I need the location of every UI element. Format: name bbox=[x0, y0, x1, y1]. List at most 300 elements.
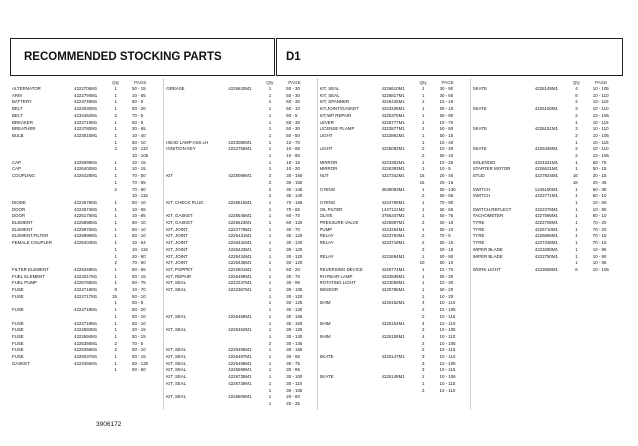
table-row bbox=[471, 126, 624, 132]
part-qty: 1 bbox=[268, 213, 272, 219]
part-qty: 2 bbox=[114, 347, 117, 353]
part-qty: 2 bbox=[422, 327, 425, 333]
part-page: 20 - 15 bbox=[132, 327, 146, 333]
table-row bbox=[164, 93, 317, 99]
table-row bbox=[164, 381, 317, 387]
part-name: KIT, SEAL bbox=[319, 86, 340, 91]
part-number: 4227586M1 bbox=[534, 213, 558, 219]
part-name: FUSE bbox=[12, 287, 24, 292]
part-qty: 2 bbox=[114, 146, 117, 152]
table-row bbox=[10, 146, 163, 152]
part-qty: 1 bbox=[422, 99, 425, 105]
part-page: 30 - 125 bbox=[286, 327, 303, 333]
table-row bbox=[164, 146, 317, 152]
part-qty: 1 bbox=[114, 266, 117, 272]
table-row bbox=[471, 227, 624, 233]
part-name: KIT, SPANNER bbox=[319, 99, 350, 105]
table-row bbox=[318, 240, 471, 246]
part-page: 60 - 35 bbox=[592, 186, 607, 192]
part-number: 4227924M1 bbox=[534, 173, 558, 179]
part-name: KIT, SEAL bbox=[166, 280, 187, 286]
part-number: 4222574M1 bbox=[74, 206, 98, 212]
table-row bbox=[318, 280, 471, 286]
part-qty: 1 bbox=[422, 186, 425, 192]
table-row bbox=[164, 140, 317, 146]
part-name: FUEL ELEMENT bbox=[12, 273, 46, 279]
table-row bbox=[164, 367, 317, 373]
table-row bbox=[164, 401, 317, 407]
table-row bbox=[10, 307, 163, 313]
part-number: 4226623M1 bbox=[228, 220, 252, 225]
parts-column bbox=[163, 78, 317, 410]
part-number: 4222694M1 bbox=[381, 253, 405, 259]
part-name: SKATE bbox=[319, 354, 334, 359]
table-row bbox=[318, 187, 471, 193]
part-number: 4225096M1 bbox=[228, 173, 252, 179]
table-row bbox=[318, 374, 471, 380]
part-qty: 1 bbox=[268, 260, 272, 266]
part-page: 10 - 110 bbox=[439, 300, 456, 306]
part-number: 3638083M1 bbox=[381, 186, 405, 192]
part-number: 4222693M1 bbox=[74, 327, 98, 333]
part-page: 50 - 15 bbox=[132, 354, 146, 359]
part-number: 4222718M1 bbox=[381, 240, 405, 246]
part-number: 4222601M1 bbox=[228, 266, 252, 272]
table-row bbox=[10, 86, 163, 92]
part-qty: 1 bbox=[114, 199, 117, 205]
part-name: PUMP bbox=[319, 226, 333, 232]
part-name: GASKET bbox=[12, 360, 30, 366]
part-number: 4225348M1 bbox=[74, 266, 98, 272]
table-row bbox=[10, 120, 163, 126]
part-name: STUD bbox=[472, 173, 485, 179]
table-row bbox=[318, 120, 471, 126]
part-page: 10 - 110 bbox=[132, 146, 148, 152]
part-qty: 2 bbox=[575, 132, 578, 138]
part-qty: 2 bbox=[114, 186, 117, 192]
part-qty: 1 bbox=[422, 106, 425, 112]
part-page: 70 - 15 bbox=[592, 233, 607, 239]
part-number: 4223080M1 bbox=[228, 139, 252, 145]
part-number: 4226148M1 bbox=[381, 374, 405, 380]
part-qty: 1 bbox=[268, 132, 272, 138]
part-name: FUSE bbox=[12, 340, 24, 346]
part-page: 50 - 15 bbox=[592, 166, 607, 172]
part-name: SWITCH bbox=[472, 186, 491, 192]
part-number: 4222376M1 bbox=[534, 206, 558, 212]
part-number: 4225976M1 bbox=[74, 226, 98, 232]
part-page: 30 - 105 bbox=[286, 387, 303, 393]
part-page: 60 - 60 bbox=[132, 367, 146, 373]
part-page: 10 - 70 bbox=[132, 287, 146, 292]
table-row bbox=[10, 287, 163, 293]
part-name: BREATHER bbox=[12, 126, 36, 132]
part-name: O RING bbox=[319, 199, 336, 205]
part-page: 50 - 15 bbox=[132, 86, 146, 91]
table-row bbox=[164, 254, 317, 260]
table-row bbox=[471, 153, 624, 159]
part-qty: 1 bbox=[114, 327, 117, 333]
part-number: 4222705M1 bbox=[74, 86, 98, 91]
part-name: KIT,JOINT/GASKET bbox=[319, 106, 359, 112]
table-row bbox=[164, 314, 317, 320]
part-page: 10 - 115 bbox=[132, 193, 148, 199]
part-qty: 1 bbox=[268, 119, 272, 125]
part-page: 50 - 10 bbox=[286, 106, 300, 112]
part-page: 10 - 65 bbox=[132, 213, 146, 219]
part-page: 10 - 115 bbox=[592, 139, 609, 145]
part-qty: 1 bbox=[114, 367, 117, 373]
part-page: 50 - 15 bbox=[132, 333, 146, 339]
part-page: 30 - 60 bbox=[439, 92, 454, 98]
part-name: ELEMENT bbox=[12, 220, 33, 225]
part-qty: 1 bbox=[114, 166, 117, 172]
part-number: 4226432M1 bbox=[228, 240, 252, 246]
part-qty: 1 bbox=[114, 213, 117, 219]
part-name: KIT, GASKET bbox=[166, 220, 193, 225]
part-qty: 1 bbox=[422, 139, 425, 145]
part-number: 4225099M1 bbox=[74, 159, 98, 165]
page-column-header: PAGE bbox=[441, 80, 454, 85]
table-row bbox=[10, 193, 163, 199]
table-row bbox=[164, 321, 317, 327]
part-qty: 2 bbox=[422, 193, 425, 199]
parts-column bbox=[317, 78, 471, 410]
part-page: 50 - 10 bbox=[592, 193, 607, 199]
part-name: BREAKER bbox=[12, 119, 33, 125]
part-page: 10 - 95 bbox=[592, 246, 607, 252]
part-qty: 2 bbox=[422, 307, 425, 313]
table-row bbox=[10, 254, 163, 260]
part-number: 4226149M1 bbox=[534, 86, 558, 91]
table-row bbox=[471, 193, 624, 199]
part-number: 4226615M1 bbox=[228, 199, 252, 205]
part-name: FUSE bbox=[12, 307, 24, 313]
table-row bbox=[10, 173, 163, 179]
part-name: KIT, SEAL bbox=[166, 327, 187, 333]
table-row bbox=[318, 314, 471, 320]
part-name: BELT bbox=[12, 112, 23, 118]
part-number: 4222719M1 bbox=[74, 119, 98, 125]
part-qty: 1 bbox=[268, 86, 272, 91]
part-qty: 1 bbox=[268, 287, 272, 292]
part-number: 4226545M1 bbox=[228, 213, 252, 219]
part-qty: 2 bbox=[114, 112, 117, 118]
part-number: 4226175M1 bbox=[74, 213, 98, 219]
table-row bbox=[471, 267, 624, 273]
part-qty: 2 bbox=[422, 146, 425, 152]
table-row bbox=[10, 341, 163, 347]
part-number: 4222237M1 bbox=[228, 280, 252, 286]
table-row bbox=[10, 213, 163, 219]
part-qty: 1 bbox=[422, 199, 425, 205]
part-name: FUSE bbox=[12, 347, 24, 353]
part-page: 20 - 35 bbox=[286, 400, 300, 406]
part-page: 10 - 105 bbox=[439, 340, 456, 346]
part-name: KIT,WP REPAIR bbox=[319, 112, 352, 118]
part-number: 4224321M1 bbox=[534, 159, 558, 165]
part-number: 3756347M1 bbox=[381, 213, 405, 219]
part-page: 30 - 120 bbox=[286, 240, 303, 246]
table-row bbox=[164, 106, 317, 112]
part-page: 60 - 75 bbox=[439, 213, 454, 219]
part-qty: 1 bbox=[268, 280, 272, 286]
part-qty: 1 bbox=[114, 119, 117, 125]
part-page: 50 - 20 bbox=[439, 287, 454, 292]
part-qty: 1 bbox=[114, 246, 117, 252]
part-name: GREASE bbox=[166, 86, 185, 91]
part-qty: 1 bbox=[268, 354, 272, 359]
part-page: 60 - 130 bbox=[132, 360, 149, 366]
part-page: 50 - 60 bbox=[439, 126, 454, 132]
part-number: 4225765M1 bbox=[74, 280, 98, 286]
part-qty: 1 bbox=[575, 213, 578, 219]
part-number: 4226498M1 bbox=[228, 273, 252, 279]
part-qty: 1 bbox=[422, 213, 425, 219]
table-row bbox=[318, 220, 471, 226]
part-number: 4223058M1 bbox=[381, 280, 405, 286]
part-qty: 1 bbox=[575, 260, 578, 266]
part-page: 20 - 45 bbox=[439, 173, 454, 179]
part-number: 4225356M1 bbox=[74, 347, 98, 353]
table-row bbox=[318, 287, 471, 293]
table-row bbox=[318, 254, 471, 260]
table-row bbox=[164, 267, 317, 273]
table-row bbox=[318, 233, 471, 239]
table-row bbox=[471, 166, 624, 172]
part-qty: 2 bbox=[575, 99, 578, 105]
part-qty: 1 bbox=[575, 186, 578, 192]
table-row bbox=[318, 227, 471, 233]
part-qty: 1 bbox=[268, 293, 272, 299]
part-qty: 10 bbox=[419, 260, 425, 266]
part-page: 10 - 110 bbox=[439, 354, 456, 359]
part-page: 50 - 90 bbox=[439, 253, 454, 259]
part-page: 60 - 10 bbox=[132, 233, 146, 239]
part-qty: 1 bbox=[575, 240, 578, 246]
table-row bbox=[318, 274, 471, 280]
part-qty: 1 bbox=[114, 280, 117, 286]
part-qty: 1 bbox=[114, 179, 117, 185]
part-name: KIT, SEAL bbox=[166, 394, 187, 400]
part-qty: 1 bbox=[114, 92, 117, 98]
part-number: 4226434M1 bbox=[228, 253, 252, 259]
part-page: 50 - 30 bbox=[286, 92, 300, 98]
table-row bbox=[318, 207, 471, 213]
part-name: KIT, SEAL bbox=[166, 313, 187, 319]
table-row bbox=[10, 180, 163, 186]
part-number: 4226155M1 bbox=[381, 333, 405, 339]
table-row bbox=[318, 361, 471, 367]
part-qty: 1 bbox=[422, 273, 425, 279]
part-qty: 1 bbox=[268, 220, 272, 225]
part-page: 50 - 10 bbox=[132, 293, 146, 299]
part-number: 4226436M1 bbox=[534, 146, 558, 152]
part-page: 30 - 75 bbox=[286, 360, 300, 366]
table-row bbox=[164, 173, 317, 179]
part-page: 50 - 30 bbox=[286, 126, 300, 132]
part-page: 70 - 20 bbox=[592, 220, 607, 225]
table-row bbox=[10, 233, 163, 239]
part-page: 60 - 10 bbox=[439, 220, 454, 225]
part-page: 10 - 110 bbox=[439, 320, 456, 326]
part-qty: 2 bbox=[575, 146, 578, 152]
part-qty: 3 bbox=[422, 387, 425, 393]
table-row bbox=[10, 247, 163, 253]
qty-column-header: Qty bbox=[419, 80, 427, 85]
table-row bbox=[471, 180, 624, 186]
part-name: LIGHT bbox=[319, 146, 333, 152]
part-page: 10 - 115 bbox=[439, 367, 456, 373]
part-page: 70 - 5 bbox=[132, 112, 144, 118]
part-page: 30 - 70 bbox=[286, 226, 300, 232]
part-page: 20 - 15 bbox=[592, 173, 607, 179]
table-row bbox=[164, 334, 317, 340]
part-number: 1447121M2 bbox=[381, 206, 405, 212]
part-page: 10 - 105 bbox=[592, 266, 609, 272]
part-qty: 1 bbox=[114, 86, 117, 91]
part-page: 10 - 85 bbox=[286, 146, 300, 152]
part-page: 60 - 65 bbox=[132, 266, 146, 272]
part-page: 10 - 110 bbox=[439, 333, 456, 339]
part-number: 4222755M1 bbox=[228, 146, 252, 152]
page-column-header: PAGE bbox=[134, 80, 147, 85]
part-qty: 1 bbox=[575, 246, 578, 252]
part-qty: 2 bbox=[268, 173, 272, 179]
part-number: 4226774M1 bbox=[381, 266, 405, 272]
part-name: SENSOR bbox=[319, 287, 339, 292]
part-name: SHIM bbox=[319, 333, 331, 339]
part-page: 10 - 110 bbox=[592, 126, 609, 132]
part-name: OIL FILTER bbox=[319, 206, 343, 212]
part-page: 50 - 10 bbox=[439, 260, 454, 266]
part-page: 50 - 30 bbox=[439, 273, 454, 279]
part-name: SHIM bbox=[319, 300, 331, 306]
part-number: 4226037M1 bbox=[74, 354, 98, 359]
part-page: 60 - 130 bbox=[439, 186, 456, 192]
part-qty: 2 bbox=[422, 347, 425, 353]
part-page: 70 - 15 bbox=[592, 240, 607, 246]
table-row bbox=[471, 187, 624, 193]
part-qty: 1 bbox=[114, 320, 117, 326]
part-number: 4223436M1 bbox=[381, 106, 405, 112]
table-row bbox=[471, 113, 624, 119]
table-row bbox=[164, 388, 317, 394]
part-qty: 1 bbox=[268, 380, 272, 386]
part-name: KIT bbox=[166, 173, 174, 179]
part-qty: 1 bbox=[268, 253, 272, 259]
part-qty: 1 bbox=[114, 253, 117, 259]
table-row bbox=[164, 280, 317, 286]
part-page: 60 - 120 bbox=[286, 220, 303, 225]
part-name: SKATE bbox=[472, 86, 487, 91]
table-row bbox=[164, 294, 317, 300]
table-row bbox=[10, 240, 163, 246]
table-row bbox=[164, 166, 317, 172]
part-page: 30 - 120 bbox=[286, 233, 303, 239]
part-page: 30 - 95 bbox=[286, 280, 300, 286]
part-number: 4223068M1 bbox=[534, 266, 558, 272]
table-row bbox=[318, 180, 471, 186]
part-qty: 1 bbox=[268, 126, 272, 132]
part-name: DIODE bbox=[12, 199, 26, 205]
part-page: 50 - 10 bbox=[132, 139, 146, 145]
part-page: 50 - 10 bbox=[132, 347, 146, 353]
part-page: 60 - 20 bbox=[132, 106, 146, 112]
table-row bbox=[10, 347, 163, 353]
part-page: 10 - 70 bbox=[286, 139, 300, 145]
part-qty: 1 bbox=[268, 146, 272, 152]
part-number: 4223302M1 bbox=[381, 159, 405, 165]
part-number: 1446190M1 bbox=[534, 186, 558, 192]
table-row bbox=[164, 180, 317, 186]
table-row bbox=[471, 173, 624, 179]
table-row bbox=[318, 153, 471, 159]
part-number: 4226497M1 bbox=[228, 354, 252, 359]
part-number: 4226610M1 bbox=[381, 86, 405, 91]
qty-column-header: Qty bbox=[572, 80, 580, 85]
table-row bbox=[164, 307, 317, 313]
table-row bbox=[164, 394, 317, 400]
part-number: 4222719M1 bbox=[74, 320, 98, 326]
part-qty: 1 bbox=[114, 139, 117, 145]
table-row bbox=[318, 300, 471, 306]
table-row bbox=[164, 200, 317, 206]
part-page: 50 - 15 bbox=[439, 240, 454, 246]
part-qty: 2 bbox=[114, 260, 117, 266]
table-row bbox=[471, 146, 624, 152]
part-page: 10 - 105 bbox=[592, 86, 609, 91]
part-name: SKATE bbox=[472, 146, 487, 152]
part-page: 10 - 106 bbox=[439, 374, 456, 380]
part-page: 10 - 110 bbox=[592, 106, 609, 112]
table-row bbox=[318, 173, 471, 179]
table-row bbox=[318, 99, 471, 105]
part-page: 70 - 65 bbox=[132, 179, 146, 185]
parts-column bbox=[470, 78, 624, 410]
part-name: RELAY bbox=[319, 240, 334, 246]
table-row bbox=[164, 341, 317, 347]
part-page: 10 - 60 bbox=[592, 199, 607, 205]
part-name: SWITCH bbox=[472, 193, 491, 199]
part-page: 50 - 30 bbox=[286, 119, 300, 125]
table-row bbox=[318, 341, 471, 347]
table-row bbox=[10, 314, 163, 320]
part-name: KIT, GASKET bbox=[166, 213, 193, 219]
part-page: 20 - 60 bbox=[132, 253, 146, 259]
table-row bbox=[10, 274, 163, 280]
part-page: 60 - 65 bbox=[439, 193, 454, 199]
table-row bbox=[10, 166, 163, 172]
part-page: 30 - 155 bbox=[286, 347, 303, 353]
table-row bbox=[164, 207, 317, 213]
part-number: 4227342M1 bbox=[381, 173, 405, 179]
part-qty: 2 bbox=[114, 340, 117, 346]
part-name: KIT, SEAL bbox=[166, 287, 187, 292]
part-qty: 2 bbox=[422, 246, 425, 252]
part-page: 70 - 5 bbox=[132, 340, 144, 346]
table-row bbox=[318, 334, 471, 340]
part-qty: 1 bbox=[575, 193, 578, 199]
part-page: 20 - 45 bbox=[592, 179, 607, 185]
part-page: 30 - 65 bbox=[132, 126, 146, 132]
part-qty: 1 bbox=[268, 106, 272, 112]
part-qty: 15 bbox=[112, 293, 117, 299]
part-name: FEMALE COUPLER bbox=[12, 240, 53, 246]
part-qty: 1 bbox=[114, 233, 117, 239]
part-page: 30 - 110 bbox=[286, 380, 303, 386]
part-name: TYRE bbox=[472, 240, 485, 246]
